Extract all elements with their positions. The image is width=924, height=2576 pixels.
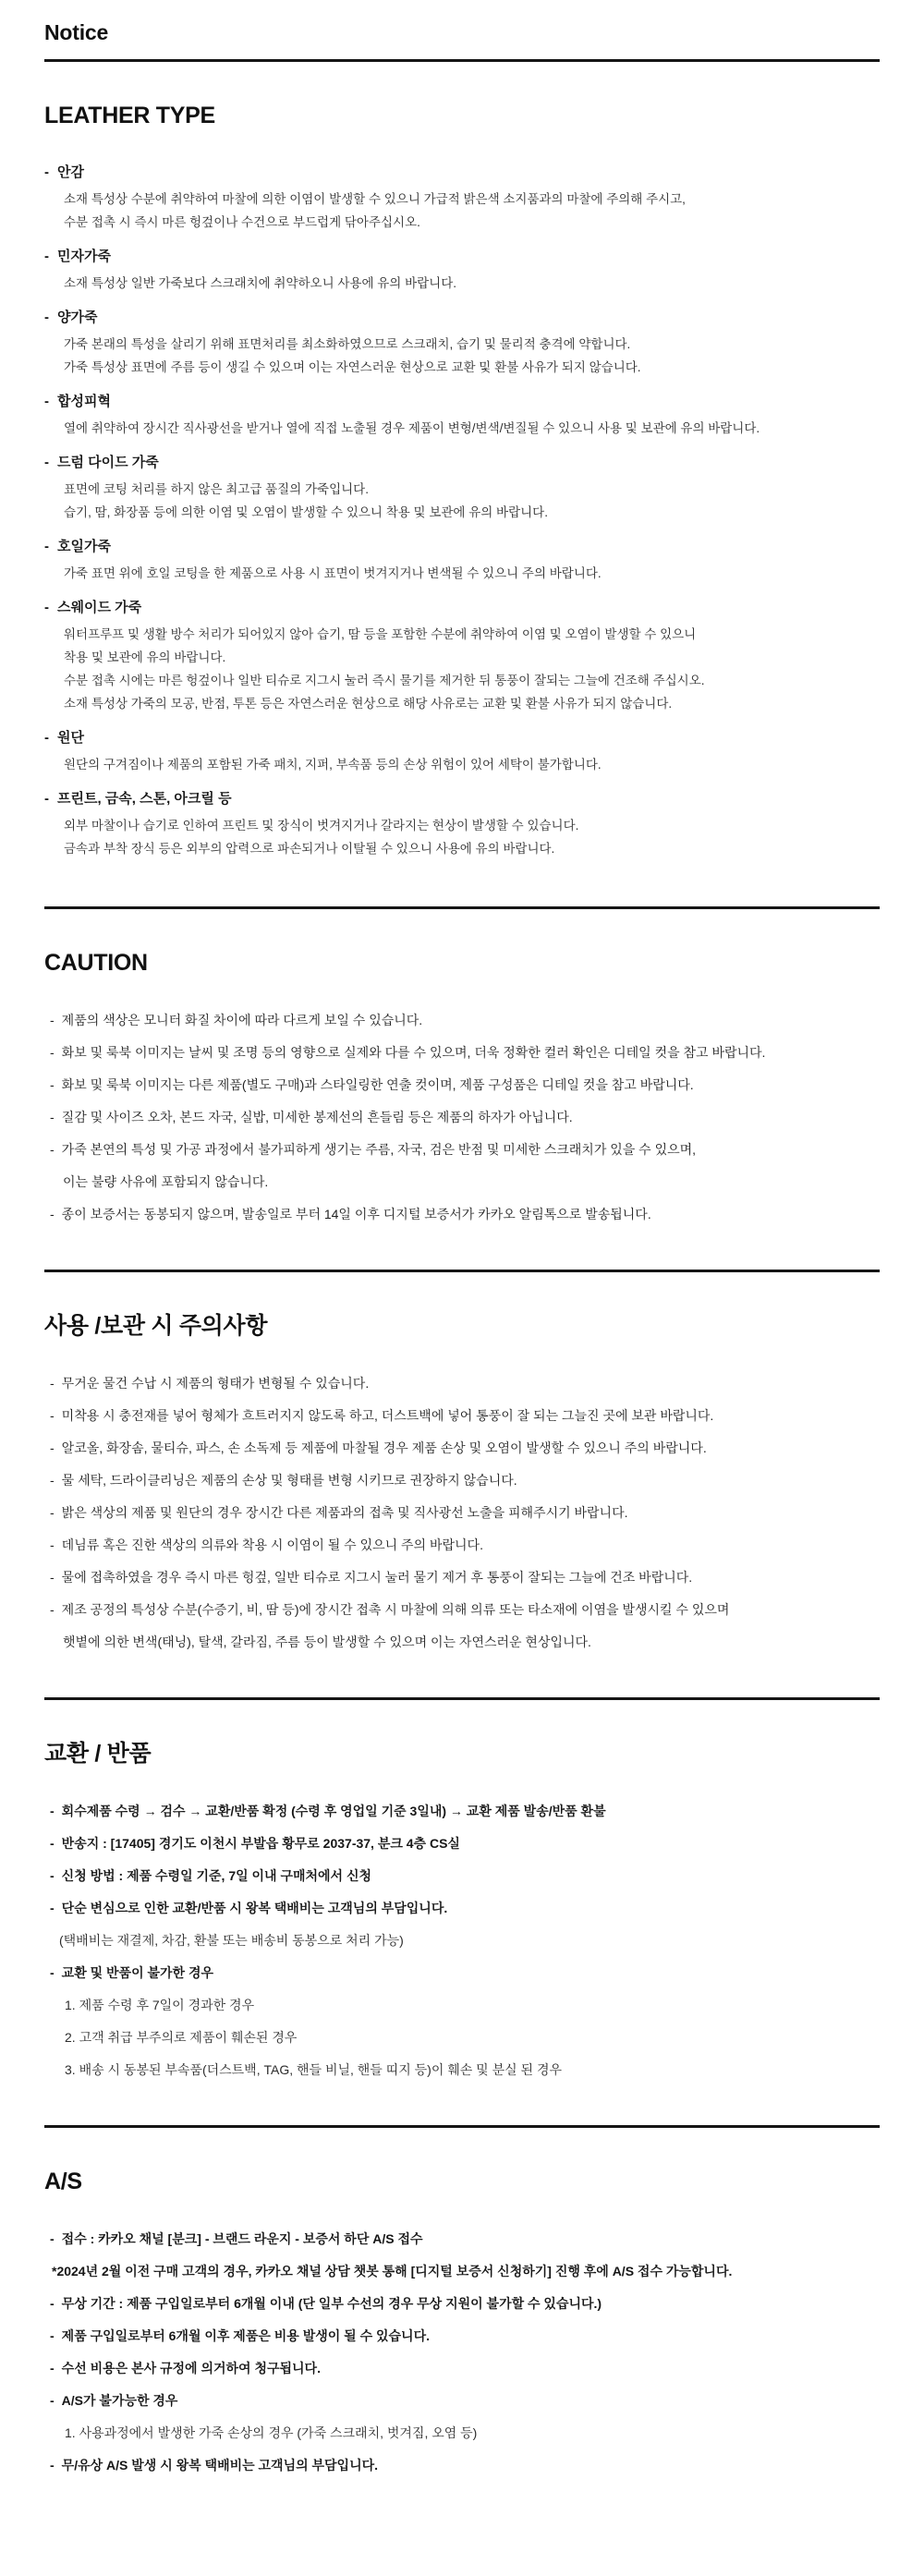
after-service-item bbox=[44, 2294, 880, 2313]
leather-type-desc bbox=[44, 623, 880, 715]
usage-list bbox=[44, 1374, 880, 1651]
exchange-item bbox=[44, 1963, 880, 1982]
dash-bullet: - bbox=[50, 2361, 55, 2376]
dash-bullet: - bbox=[50, 1142, 55, 1157]
bullet-row bbox=[44, 1600, 880, 1619]
leather-type-name-row bbox=[44, 538, 880, 556]
desc-line: 워터프루프 및 생활 방수 처리가 되어있지 않아 습기, 땀 등을 포함한 수분에 취약하여 이염 및 오염이 발생할 수 있으니 bbox=[64, 627, 697, 641]
bullet-row bbox=[44, 1802, 880, 1820]
dash-bullet: - bbox=[50, 1570, 55, 1585]
bullet-text: *2024년 2월 이전 구매 고객의 경우, 카카오 채널 상담 챗봇 통해 [디지털 보증서 신청하기] 진행 후에 A/S 접수 가능합니다. bbox=[52, 2264, 733, 2278]
leather-type-name: 원단 bbox=[57, 730, 84, 746]
exchange-item bbox=[44, 2060, 880, 2079]
dash-bullet: - bbox=[50, 2231, 55, 2246]
leather-type-item bbox=[44, 729, 880, 776]
bullet-text: 제품의 색상은 모니터 화질 차이에 따라 다르게 보일 수 있습니다. bbox=[61, 1013, 423, 1027]
dash-bullet: - bbox=[44, 600, 49, 615]
bullet-text: 가죽 본연의 특성 및 가공 과정에서 불가피하게 생기는 주름, 자국, 검은 반점 및 미세한 스크래치가 있을 수 있으며, bbox=[61, 1142, 697, 1157]
leather-type-item bbox=[44, 248, 880, 295]
dash-bullet: - bbox=[50, 1440, 55, 1455]
leather-type-desc bbox=[44, 188, 880, 234]
bullet-row bbox=[44, 1503, 880, 1522]
bullet-row bbox=[44, 2456, 880, 2474]
section-divider bbox=[44, 59, 880, 62]
bullet-row bbox=[44, 2359, 880, 2377]
leather-type-name-row bbox=[44, 454, 880, 472]
caution-item bbox=[44, 1011, 880, 1029]
caution-item bbox=[44, 1075, 880, 1094]
bullet-row bbox=[44, 1471, 880, 1489]
dash-bullet: - bbox=[50, 1376, 55, 1391]
bullet-row bbox=[65, 2028, 880, 2047]
dash-bullet: - bbox=[44, 730, 49, 746]
bullet-row bbox=[44, 1140, 880, 1159]
after-service-item bbox=[44, 2456, 880, 2474]
caution-heading: CAUTION bbox=[44, 950, 148, 976]
exchange-item bbox=[44, 1931, 880, 1950]
leather-type-desc bbox=[44, 814, 880, 860]
desc-line: 외부 마찰이나 습기로 인하여 프린트 및 장식이 벗겨지거나 갈라지는 현상이 발생할 수 있습니다. bbox=[64, 819, 579, 832]
dash-bullet: - bbox=[44, 791, 49, 807]
exchange-item bbox=[44, 2028, 880, 2047]
bullet-row bbox=[44, 2294, 880, 2313]
bullet-row bbox=[44, 1963, 880, 1982]
leather-type-desc bbox=[44, 417, 880, 440]
bullet-row bbox=[44, 2327, 880, 2345]
exchange-list bbox=[44, 1802, 880, 2079]
exchange-return-heading: 교환 / 반품 bbox=[44, 1741, 152, 1767]
bullet-text: 반송지 : [17405] 경기도 이천시 부발읍 황무로 2037-37, 분크 4층 CS실 bbox=[61, 1836, 460, 1851]
desc-line: 가죽 표면 위에 호일 코팅을 한 제품으로 사용 시 표면이 벗겨지거나 변색될 수 있으니 주의 바랍니다. bbox=[64, 566, 602, 580]
leather-type-name-row bbox=[44, 790, 880, 808]
leather-type-name-row bbox=[44, 248, 880, 266]
section-divider bbox=[44, 2125, 880, 2128]
dash-bullet: - bbox=[50, 1836, 55, 1851]
dash-bullet: - bbox=[44, 310, 49, 325]
caution-item bbox=[44, 1205, 880, 1223]
bullet-row bbox=[44, 1866, 880, 1885]
bullet-row bbox=[44, 1374, 880, 1392]
desc-line: 착용 및 보관에 유의 바랍니다. bbox=[64, 650, 226, 664]
leather-type-name: 합성피혁 bbox=[57, 394, 111, 409]
usage-item bbox=[44, 1471, 880, 1489]
bullet-text: 미착용 시 충전재를 넣어 형체가 흐트러지지 않도록 하고, 더스트백에 넣어 통풍이 잘 되는 그늘진 곳에 보관 바랍니다. bbox=[61, 1408, 714, 1423]
leather-type-name: 호일가죽 bbox=[57, 539, 111, 554]
leather-type-list bbox=[44, 164, 880, 860]
after-service-item bbox=[44, 2262, 880, 2280]
leather-type-item bbox=[44, 454, 880, 524]
exchange-item bbox=[44, 1866, 880, 1885]
desc-line: 소재 특성상 수분에 취약하여 마찰에 의한 이염이 발생할 수 있으니 가급적 밝은색 소지품과의 마찰에 주의해 주시고, bbox=[64, 192, 686, 206]
leather-type-name: 프린트, 금속, 스톤, 아크릴 등 bbox=[57, 791, 232, 807]
exchange-item bbox=[44, 1802, 880, 1820]
bullet-row bbox=[44, 1439, 880, 1457]
bullet-text: 물 세탁, 드라이클리닝은 제품의 손상 및 형태를 변형 시키므로 권장하지 않습니다. bbox=[61, 1473, 517, 1488]
bullet-text: (택배비는 재결제, 차감, 환불 또는 배송비 동봉으로 처리 가능) bbox=[59, 1933, 404, 1948]
leather-type-name-row bbox=[44, 164, 880, 182]
bullet-text: 제조 공정의 특성상 수분(수증기, 비, 땀 등)에 장시간 접촉 시 마찰에 의해 의류 또는 타소재에 이염을 발생시킬 수 있으며 bbox=[61, 1602, 730, 1617]
dash-bullet: - bbox=[50, 1602, 55, 1617]
desc-line: 소재 특성상 일반 가죽보다 스크래치에 취약하오니 사용에 유의 바랍니다. bbox=[64, 276, 456, 290]
dash-bullet: - bbox=[50, 1045, 55, 1060]
leather-type-name-row bbox=[44, 729, 880, 747]
usage-item bbox=[44, 1503, 880, 1522]
dash-bullet: - bbox=[50, 1965, 55, 1980]
caution-item bbox=[44, 1043, 880, 1062]
leather-type-name-row bbox=[44, 393, 880, 411]
bullet-row bbox=[65, 2424, 880, 2442]
bullet-text: 물에 접촉하였을 경우 즉시 마른 헝겊, 일반 티슈로 지그시 눌러 물기 제거 후 통풍이 잘되는 그늘에 건조 바랍니다. bbox=[61, 1570, 693, 1585]
bullet-text: 회수제품 수령 → 검수 → 교환/반품 확정 (수령 후 영업일 기준 3일내) → 교환 제품 발송/반품 환불 bbox=[61, 1804, 606, 1818]
leather-type-name: 스웨이드 가죽 bbox=[57, 600, 142, 615]
usage-item bbox=[44, 1600, 880, 1651]
leather-type-desc bbox=[44, 478, 880, 524]
dash-bullet: - bbox=[50, 1013, 55, 1027]
dash-bullet: - bbox=[50, 1110, 55, 1124]
usage-item bbox=[44, 1536, 880, 1554]
dash-bullet: - bbox=[44, 164, 49, 180]
page-title: Notice bbox=[44, 20, 109, 44]
bullet-text: 수선 비용은 본사 규정에 의거하여 청구됩니다. bbox=[61, 2361, 321, 2376]
caution-item bbox=[44, 1108, 880, 1126]
leather-type-name: 안감 bbox=[57, 164, 84, 180]
bullet-row bbox=[44, 1205, 880, 1223]
bullet-text: 무상 기간 : 제품 구입일로부터 6개월 이내 (단 일부 수선의 경우 무상 지원이 불가할 수 있습니다.) bbox=[61, 2296, 602, 2311]
section-usage-storage bbox=[44, 1311, 880, 1651]
leather-type-desc bbox=[44, 753, 880, 776]
desc-line: 표면에 코팅 처리를 하지 않은 최고급 품질의 가죽입니다. bbox=[64, 482, 369, 496]
bullet-text: 알코올, 화장솜, 물티슈, 파스, 손 소독제 등 제품에 마찰될 경우 제품 손상 및 오염이 발생할 수 있으니 주의 바랍니다. bbox=[61, 1440, 707, 1455]
bullet-row bbox=[44, 1536, 880, 1554]
after-service-item bbox=[44, 2230, 880, 2248]
bullet-text: 교환 및 반품이 불가한 경우 bbox=[61, 1965, 213, 1980]
bullet-row bbox=[44, 1043, 880, 1062]
leather-type-desc bbox=[44, 272, 880, 295]
desc-line: 원단의 구겨짐이나 제품의 포함된 가죽 패치, 지퍼, 부속품 등의 손상 위험이 있어 세탁이 불가합니다. bbox=[64, 758, 602, 772]
dash-bullet: - bbox=[50, 2328, 55, 2343]
desc-line: 습기, 땀, 화장품 등에 의한 이염 및 오염이 발생할 수 있으니 착용 및 보관에 유의 바랍니다. bbox=[64, 505, 548, 519]
usage-item bbox=[44, 1374, 880, 1392]
leather-type-name-row bbox=[44, 309, 880, 327]
dash-bullet: - bbox=[50, 1868, 55, 1883]
bullet-text: 1. 사용과정에서 발생한 가죽 손상의 경우 (가죽 스크래치, 벗겨짐, 오염 등) bbox=[65, 2425, 478, 2440]
bullet-row bbox=[44, 2230, 880, 2248]
dash-bullet: - bbox=[50, 1804, 55, 1818]
leather-type-item bbox=[44, 599, 880, 715]
section-caution bbox=[44, 948, 880, 1223]
bullet-text: 무거운 물건 수납 시 제품의 형태가 변형될 수 있습니다. bbox=[61, 1376, 370, 1391]
dash-bullet: - bbox=[50, 1505, 55, 1520]
bullet-row bbox=[44, 1108, 880, 1126]
bullet-row bbox=[44, 2391, 880, 2410]
desc-line: 수분 접촉 시 즉시 마른 헝겊이나 수건으로 부드럽게 닦아주십시오. bbox=[64, 215, 420, 229]
after-service-heading: A/S bbox=[44, 2169, 82, 2194]
after-service-item bbox=[44, 2391, 880, 2410]
leather-type-heading: LEATHER TYPE bbox=[44, 103, 215, 128]
dash-bullet: - bbox=[50, 1077, 55, 1092]
desc-line: 가죽 본래의 특성을 살리기 위해 표면처리를 최소화하였으므로 스크래치, 습기 및 물리적 충격에 약합니다. bbox=[64, 337, 631, 351]
exchange-item bbox=[44, 1834, 880, 1853]
dash-bullet: - bbox=[50, 1901, 55, 1915]
bullet-row bbox=[44, 1011, 880, 1029]
bullet-text: 화보 및 룩북 이미지는 다른 제품(별도 구매)과 스타일링한 연출 컷이며, 제품 구성품은 디테일 컷을 참고 바랍니다. bbox=[61, 1077, 694, 1092]
dash-bullet: - bbox=[50, 1408, 55, 1423]
usage-storage-heading: 사용 /보관 시 주의사항 bbox=[44, 1313, 268, 1339]
leather-type-name-row bbox=[44, 599, 880, 617]
bullet-text: 신청 방법 : 제품 수령일 기준, 7일 이내 구매처에서 신청 bbox=[61, 1868, 372, 1883]
bullet-text: 종이 보증서는 동봉되지 않으며, 발송일로 부터 14일 이후 디지털 보증서가 카카오 알림톡으로 발송됩니다. bbox=[61, 1207, 651, 1221]
leather-type-desc bbox=[44, 333, 880, 379]
bullet-text: 제품 구입일로부터 6개월 이후 제품은 비용 발생이 될 수 있습니다. bbox=[61, 2328, 430, 2343]
as-list bbox=[44, 2230, 880, 2474]
dash-bullet: - bbox=[50, 1207, 55, 1221]
leather-type-name: 양가죽 bbox=[57, 310, 98, 325]
section-after-service bbox=[44, 2167, 880, 2474]
after-service-item bbox=[44, 2359, 880, 2377]
section-divider bbox=[44, 906, 880, 909]
bullet-text: 밝은 색상의 제품 및 원단의 경우 장시간 다른 제품과의 접촉 및 직사광선 노출을 피해주시기 바랍니다. bbox=[61, 1505, 628, 1520]
leather-type-name: 드럼 다이드 가죽 bbox=[57, 455, 159, 470]
leather-type-item bbox=[44, 538, 880, 585]
bullet-text: 3. 배송 시 동봉된 부속품(더스트백, TAG, 핸들 비닐, 핸들 띠지 등)이 훼손 및 분실 된 경우 bbox=[65, 2062, 562, 2077]
bullet-row bbox=[44, 1568, 880, 1586]
bullet-row bbox=[52, 2262, 880, 2280]
bullet-text: 접수 : 카카오 채널 [분크] - 브랜드 라운지 - 보증서 하단 A/S 접수 bbox=[61, 2231, 423, 2246]
bullet-row bbox=[65, 2060, 880, 2079]
bullet-text: 화보 및 룩북 이미지는 날씨 및 조명 등의 영향으로 실제와 다를 수 있으며, 더욱 정확한 컬러 확인은 디테일 컷을 참고 바랍니다. bbox=[61, 1045, 766, 1060]
bullet-text: 무/유상 A/S 발생 시 왕복 택배비는 고객님의 부담입니다. bbox=[61, 2458, 379, 2473]
bullet-continuation: 이는 불량 사유에 포함되지 않습니다. bbox=[63, 1174, 269, 1189]
dash-bullet: - bbox=[50, 2393, 55, 2408]
section-exchange-return bbox=[44, 1739, 880, 2079]
leather-type-item bbox=[44, 309, 880, 379]
leather-type-item bbox=[44, 164, 880, 234]
dash-bullet: - bbox=[50, 2296, 55, 2311]
after-service-item bbox=[44, 2424, 880, 2442]
section-divider bbox=[44, 1270, 880, 1272]
after-service-item bbox=[44, 2327, 880, 2345]
bullet-text: 2. 고객 취급 부주의로 제품이 훼손된 경우 bbox=[65, 2030, 298, 2045]
bullet-row bbox=[44, 1406, 880, 1425]
dash-bullet: - bbox=[44, 394, 49, 409]
desc-line: 수분 접촉 시에는 마른 헝겊이나 일반 티슈로 지그시 눌러 즉시 물기를 제거한 뒤 통풍이 잘되는 그늘에 건조해 주십시오. bbox=[64, 674, 705, 687]
caution-list bbox=[44, 1011, 880, 1223]
bullet-row bbox=[65, 1996, 880, 2014]
leather-type-name: 민자가죽 bbox=[57, 249, 111, 264]
bullet-row bbox=[44, 1075, 880, 1094]
desc-line: 가죽 특성상 표면에 주름 등이 생길 수 있으며 이는 자연스러운 현상으로 교환 및 환불 사유가 되지 않습니다. bbox=[64, 360, 641, 374]
usage-item bbox=[44, 1406, 880, 1425]
bullet-row bbox=[44, 1899, 880, 1917]
dash-bullet: - bbox=[44, 455, 49, 470]
leather-type-desc bbox=[44, 562, 880, 585]
desc-line: 열에 취약하여 장시간 직사광선을 받거나 열에 직접 노출될 경우 제품이 변형/변색/변질될 수 있으니 사용 및 보관에 유의 바랍니다. bbox=[64, 421, 760, 435]
usage-item bbox=[44, 1439, 880, 1457]
bullet-row bbox=[44, 1834, 880, 1853]
desc-line: 소재 특성상 가죽의 모공, 반점, 투톤 등은 자연스러운 현상으로 해당 사유로는 교환 및 환불 사유가 되지 않습니다. bbox=[64, 697, 673, 711]
section-divider bbox=[44, 1697, 880, 1700]
dash-bullet: - bbox=[50, 1537, 55, 1552]
caution-item bbox=[44, 1140, 880, 1191]
dash-bullet: - bbox=[50, 1473, 55, 1488]
bullet-text: A/S가 불가능한 경우 bbox=[61, 2393, 178, 2408]
bullet-text: 데님류 혹은 진한 색상의 의류와 착용 시 이염이 될 수 있으니 주의 바랍니다. bbox=[61, 1537, 483, 1552]
leather-type-item bbox=[44, 790, 880, 860]
dash-bullet: - bbox=[44, 539, 49, 554]
leather-type-item bbox=[44, 393, 880, 440]
bullet-text: 1. 제품 수령 후 7일이 경과한 경우 bbox=[65, 1998, 255, 2012]
bullet-text: 질감 및 사이즈 오차, 본드 자국, 실밥, 미세한 봉제선의 흔들림 등은 제품의 하자가 아닙니다. bbox=[61, 1110, 573, 1124]
dash-bullet: - bbox=[50, 2458, 55, 2473]
desc-line: 금속과 부착 장식 등은 외부의 압력으로 파손되거나 이탈될 수 있으니 사용에 유의 바랍니다. bbox=[64, 842, 555, 856]
bullet-continuation: 햇볕에 의한 변색(태닝), 탈색, 갈라짐, 주름 등이 발생할 수 있으며 이는 자연스러운 현상입니다. bbox=[63, 1634, 591, 1649]
section-leather-type bbox=[44, 101, 880, 860]
dash-bullet: - bbox=[44, 249, 49, 264]
exchange-item bbox=[44, 1899, 880, 1917]
bullet-text: 단순 변심으로 인한 교환/반품 시 왕복 택배비는 고객님의 부담입니다. bbox=[61, 1901, 448, 1915]
exchange-item bbox=[44, 1996, 880, 2014]
usage-item bbox=[44, 1568, 880, 1586]
bullet-row bbox=[59, 1931, 880, 1950]
